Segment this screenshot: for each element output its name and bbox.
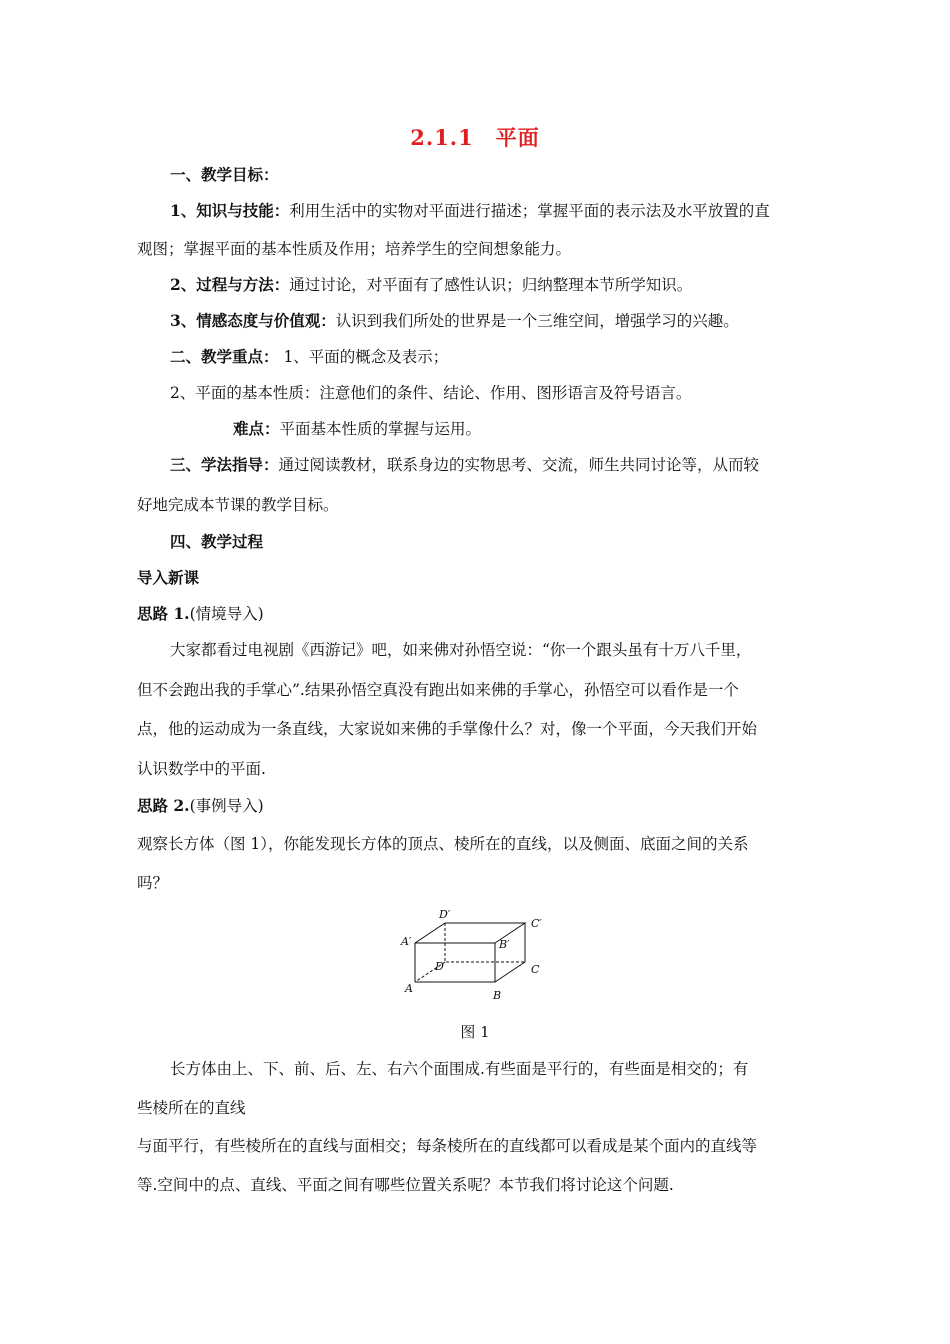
- key-points-label: 二、教学重点：: [170, 347, 279, 366]
- idea1-tag: (情境导入): [189, 605, 264, 623]
- vertex-label-a1: A′: [401, 935, 412, 948]
- right-face: [495, 923, 525, 982]
- idea2-paragraph-line2: 吗？: [137, 874, 169, 892]
- study-guide-text: 通过阅读教材，联系身边的实物思考、交流，师生共同讨论等，从而较: [278, 456, 760, 474]
- idea1-paragraph-line1: 大家都看过电视剧《西游记》吧，如来佛对孙悟空说：“你一个跟头虽有十万八千里，: [170, 641, 752, 659]
- section-heading-objectives: 一、教学目标：: [170, 165, 279, 184]
- idea1-paragraph-line4: 认识数学中的平面.: [137, 760, 266, 778]
- objective-knowledge-text: 利用生活中的实物对平面进行描述；掌握平面的表示法及水平放置的直: [289, 202, 770, 220]
- difficulty-label: 难点：: [233, 419, 280, 438]
- vertex-label-b1: B′: [499, 938, 510, 951]
- study-guide-cont: 好地完成本节课的教学目标。: [137, 496, 339, 514]
- idea1-paragraph-line3: 点，他的运动成为一条直线，大家说如来佛的手掌像什么？对，像一个平面，今天我们开始: [137, 720, 758, 738]
- page-title: 2.1.1 平面: [410, 125, 540, 150]
- cuboid-paragraph-line4: 等.空间中的点、直线、平面之间有哪些位置关系呢？本节我们将讨论这个问题.: [137, 1176, 674, 1194]
- objective-process-label: 2、过程与方法：: [170, 275, 290, 294]
- vertex-label-a: A: [405, 982, 413, 995]
- vertex-label-c1: C′: [531, 917, 542, 930]
- difficulty: [233, 418, 923, 440]
- study-guide: [170, 454, 860, 476]
- key-points: [170, 346, 860, 368]
- objective-knowledge: [170, 200, 860, 222]
- objective-knowledge-cont: 观图；掌握平面的基本性质及作用；培养学生的空间想象能力。: [137, 240, 572, 258]
- idea2-tag: (事例导入): [189, 797, 264, 815]
- idea2-label: 思路 2.: [137, 796, 190, 815]
- figure-caption: 图 1: [460, 1023, 490, 1041]
- section-heading-process: 四、教学过程: [170, 532, 264, 551]
- objective-attitude-text: 认识到我们所处的世界是一个三维空间，增强学习的兴趣。: [335, 312, 739, 330]
- cuboid-paragraph-line3: 与面平行，有些棱所在的直线与面相交；每条棱所在的直线都可以看成是某个面内的直线等: [137, 1137, 758, 1155]
- idea2-heading: [137, 795, 827, 817]
- idea1-paragraph-line2: 但不会跑出我的手掌心”.结果孙悟空真没有跑出如来佛的手掌心，孙悟空可以看作是一个: [137, 681, 739, 699]
- study-guide-label: 三、学法指导：: [170, 455, 279, 474]
- vertex-label-d1: D′: [439, 908, 451, 921]
- vertex-label-c: C: [531, 963, 540, 976]
- vertex-label-b: B: [493, 989, 502, 1002]
- idea1-heading: [137, 603, 827, 625]
- objective-process: [170, 274, 860, 296]
- vertex-label-d: D: [435, 960, 444, 973]
- key-points-text: 1、平面的概念及表示；: [278, 348, 449, 366]
- idea2-paragraph-line1: 观察长方体（图 1），你能发现长方体的顶点、棱所在的直线，以及侧面、底面之间的关系: [137, 835, 749, 853]
- difficulty-text: 平面基本性质的掌握与运用。: [279, 420, 482, 438]
- objective-attitude-label: 3、情感态度与价值观：: [170, 311, 336, 330]
- objective-attitude: [170, 310, 860, 332]
- objective-knowledge-label: 1、知识与技能：: [170, 201, 290, 220]
- cuboid-figure: [395, 905, 555, 1005]
- idea1-label: 思路 1.: [137, 604, 190, 623]
- intro-heading: 导入新课: [137, 568, 200, 587]
- objective-process-text: 通过讨论，对平面有了感性认识；归纳整理本节所学知识。: [289, 276, 693, 294]
- cuboid-paragraph-line2: 些棱所在的直线: [137, 1099, 246, 1117]
- cuboid-paragraph-line1: 长方体由上、下、前、后、左、右六个面围成.有些面是平行的，有些面是相交的；有: [170, 1060, 749, 1078]
- key-points-line2: 2、平面的基本性质：注意他们的条件、结论、作用、图形语言及符号语言。: [170, 384, 692, 402]
